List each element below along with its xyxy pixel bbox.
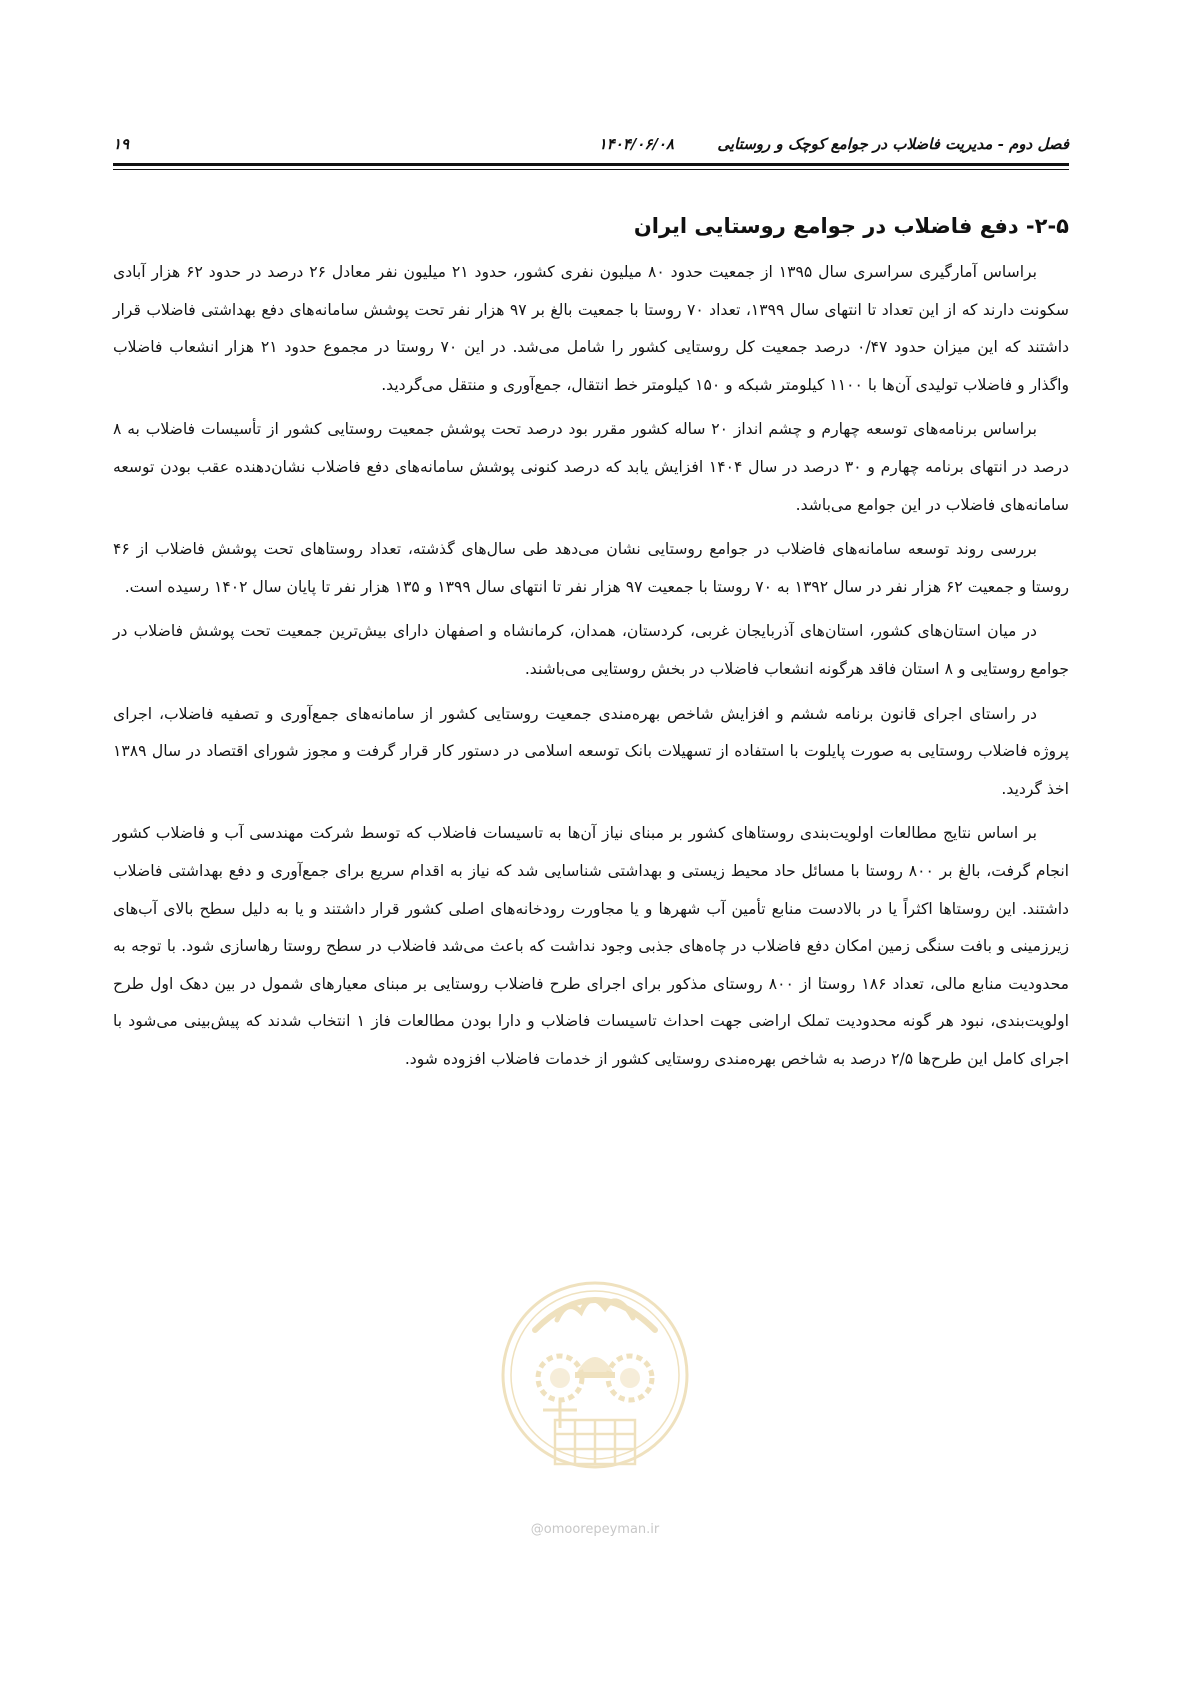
seal-logo-icon — [495, 1260, 695, 1510]
paragraph-5: در راستای اجرای قانون برنامه ششم و افزایش شاخص بهره‌مندی جمعیت روستایی کشور از سامانه‌های جمع‌آوری و تصفیه فاضلاب، اجرای پروژه فاضلاب روستایی به صورت پایلوت با استفاده از تسهیلات بانک توسعه اسلامی در دستور کار قرار گرفت و مجوز شورای اقتصاد در سال ۱۳۸۹ اخذ گردید. — [113, 704, 1069, 798]
paragraph-4: در میان استان‌های کشور، استان‌های آذربایجان غربی، کردستان، همدان، کرمانشاه و اصفهان دارای بیش‌ترین جمعیت تحت پوشش فاضلاب در جوامع روستایی و ۸ استان فاقد هرگونه انشعاب فاضلاب در بخش روستایی می‌باشند. — [113, 622, 1069, 678]
running-header — [113, 135, 1069, 155]
paragraph-1: براساس آمارگیری سراسری سال ۱۳۹۵ از جمعیت حدود ۸۰ میلیون نفری کشور، حدود ۲۱ میلیون نفر معادل ۲۶ درصد در حدود ۶۲ هزار آبادی سکونت دارند که از این تعداد تا انتهای سال ۱۳۹۹، تعداد ۷۰ روستا با جمعیت بالغ بر ۹۷ هزار نفر تحت پوشش سامانه‌های دفع بهداشتی فاضلاب قرار داشتند که این میزان حدود ۰/۴۷ درصد جمعیت کل روستایی کشور را شامل می‌شد. در این ۷۰ روستا در مجموع حدود ۲۱ هزار انشعاب فاضلاب واگذار و فاضلاب تولیدی آن‌ها با ۱۱۰۰ کیلومتر شبکه و ۱۵۰ کیلومتر خط انتقال، جمع‌آوری و منتقل می‌گردید. — [113, 263, 1070, 394]
body-text — [113, 254, 1069, 1085]
header-date: ۱۴۰۴/۰۶/۰۸ — [598, 135, 674, 153]
header-rule-thick — [113, 163, 1069, 166]
paragraph-2: براساس برنامه‌های توسعه چهارم و چشم انداز ۲۰ ساله کشور مقرر بود درصد تحت پوشش جمعیت روستایی کشور از تأسیسات فاضلاب به ۸ درصد در انتهای برنامه چهارم و ۳۰ درصد در سال ۱۴۰۴ افزایش یابد که درصد کنونی پوشش سامانه‌های دفع فاضلاب نشان‌دهنده عقب بودن توسعه سامانه‌های فاضلاب در این جوامع می‌باشد. — [113, 420, 1069, 514]
paragraph-6: بر اساس نتایج مطالعات اولویت‌بندی روستاهای کشور بر مبنای نیاز آن‌ها به تاسیسات فاضلاب که توسط شرکت مهندسی آب و فاضلاب کشور انجام گرفت، بالغ بر ۸۰۰ روستا با مسائل حاد محیط زیستی و بهداشتی شناسایی شد که نیاز به اقدام سریع برای جمع‌آوری و دفع بهداشتی فاضلاب داشتند. این روستاها اکثراً یا در بالادست منابع تأمین آب شهرها و یا مجاورت رودخانه‌های اصلی کشور قرار داشتند و یا به دلیل سطح بالای آب‌های زیرزمینی و بافت سنگی زمین امکان دفع فاضلاب در چاه‌های جذبی وجود نداشت که باعث می‌شد فاضلاب در سطح روستا رهاسازی شود. با توجه به محدودیت منابع مالی، تعداد ۱۸۶ روستا از ۸۰۰ روستای مذکور برای اجرای طرح فاضلاب روستایی بر مبنای معیارهای شمول در بین دهک اول طرح اولویت‌بندی، نبود هر گونه محدودیت تملک اراضی جهت احداث تاسیسات فاضلاب و دارا بودن مطالعات فاز ۱ انتخاب شدند که پیش‌بینی می‌شود با اجرای کامل این طرح‌ها ۲/۵ درصد به شاخص بهره‌مندی روستایی کشور از خدمات فاضلاب افزوده شود. — [113, 824, 1070, 1068]
chapter-title: فصل دوم - مدیریت فاضلاب در جوامع کوچک و روستایی — [717, 135, 1069, 153]
section-heading: ۲-۵- دفع فاضلاب در جوامع روستایی ایران — [633, 214, 1069, 238]
paragraph-3: بررسی روند توسعه سامانه‌های فاضلاب در جوامع روستایی نشان می‌دهد طی سال‌های گذشته، تعداد روستاهای تحت پوشش فاضلاب از ۴۶ روستا و جمعیت ۶۲ هزار نفر در سال ۱۳۹۲ به ۷۰ روستا با جمعیت ۹۷ هزار نفر تا انتهای سال ۱۳۹۹ و ۱۳۵ هزار نفر تا پایان سال ۱۴۰۲ رسیده است. — [113, 540, 1069, 596]
watermark-url: @omoorepeyman.ir — [530, 1522, 660, 1537]
header-rule-thin — [113, 169, 1069, 170]
page-number: ۱۹ — [113, 135, 130, 153]
watermark-seal — [495, 1260, 695, 1540]
